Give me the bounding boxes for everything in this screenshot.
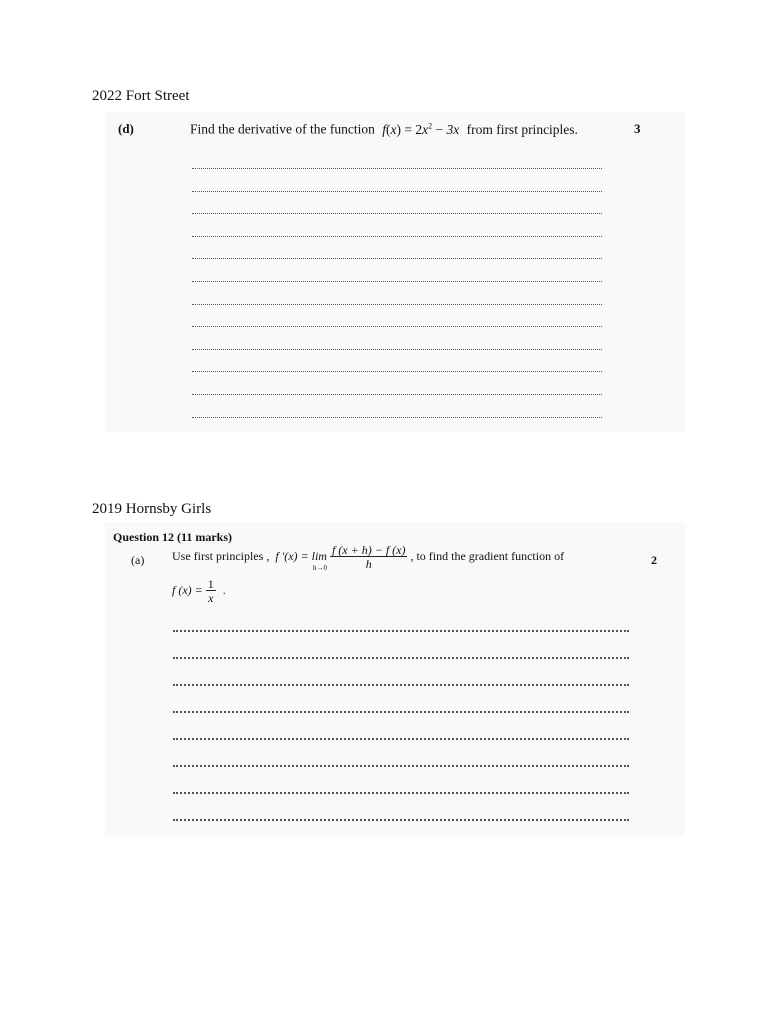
function-expression: $f(x) = 2x^2 - 3x$ xyxy=(382,121,460,137)
function-numerator: 1 xyxy=(207,577,214,591)
question-text xyxy=(172,544,564,570)
answer-line xyxy=(192,236,602,237)
answer-line xyxy=(173,738,629,740)
answer-line xyxy=(192,326,602,327)
function-denominator: x xyxy=(206,590,216,604)
function-definition xyxy=(172,578,226,604)
question-scan-fort-street xyxy=(105,112,685,432)
section-heading-hornsby-girls: 2019 Hornsby Girls xyxy=(92,501,212,517)
lim-subscript: h→0 xyxy=(312,563,327,572)
question-text-after: , to find the gradient function of xyxy=(410,548,565,563)
answer-line xyxy=(173,765,629,767)
function-rest: 3x xyxy=(446,121,460,137)
marks: 2 xyxy=(651,553,657,567)
answer-line xyxy=(192,258,602,259)
section-heading-fort-street: 2022 Fort Street xyxy=(92,88,190,104)
function-name: f xyxy=(382,121,386,137)
question-text xyxy=(190,121,578,138)
answer-line xyxy=(192,213,602,214)
limit-fraction xyxy=(330,544,408,570)
part-label: (d) xyxy=(118,121,134,136)
answer-line xyxy=(192,281,602,282)
function-exponent: 2 xyxy=(428,121,433,130)
function-fraction xyxy=(206,578,216,604)
function-prefix: f (x) = xyxy=(172,582,203,597)
answer-line xyxy=(173,711,629,713)
answer-line xyxy=(192,417,602,418)
function-variable: x xyxy=(390,121,397,137)
question-text-after: from first principles. xyxy=(466,121,578,137)
question-title: Question 12 (11 marks) xyxy=(113,530,233,544)
fraction-denominator: h xyxy=(330,556,408,570)
answer-line xyxy=(192,304,602,305)
answer-line xyxy=(173,630,629,632)
answer-line xyxy=(173,792,629,794)
answer-line xyxy=(192,168,602,169)
answer-line xyxy=(173,819,629,821)
fprime-lim: f '(x) = lim xyxy=(275,548,327,563)
fraction-numerator: f (x + h) − f (x) xyxy=(331,543,406,557)
part-label: (a) xyxy=(131,553,145,567)
function-end: . xyxy=(222,582,226,597)
answer-line xyxy=(192,394,602,395)
answer-line xyxy=(192,191,602,192)
function-coefficient: 2 xyxy=(415,121,423,137)
answer-line xyxy=(173,657,629,659)
answer-line xyxy=(192,349,602,350)
question-text-before: Use first principles , xyxy=(172,548,270,563)
question-text-before: Find the derivative of the function xyxy=(190,121,375,137)
answer-line xyxy=(173,684,629,686)
limit-definition xyxy=(275,543,410,572)
answer-line xyxy=(192,371,602,372)
marks: 3 xyxy=(634,121,641,136)
